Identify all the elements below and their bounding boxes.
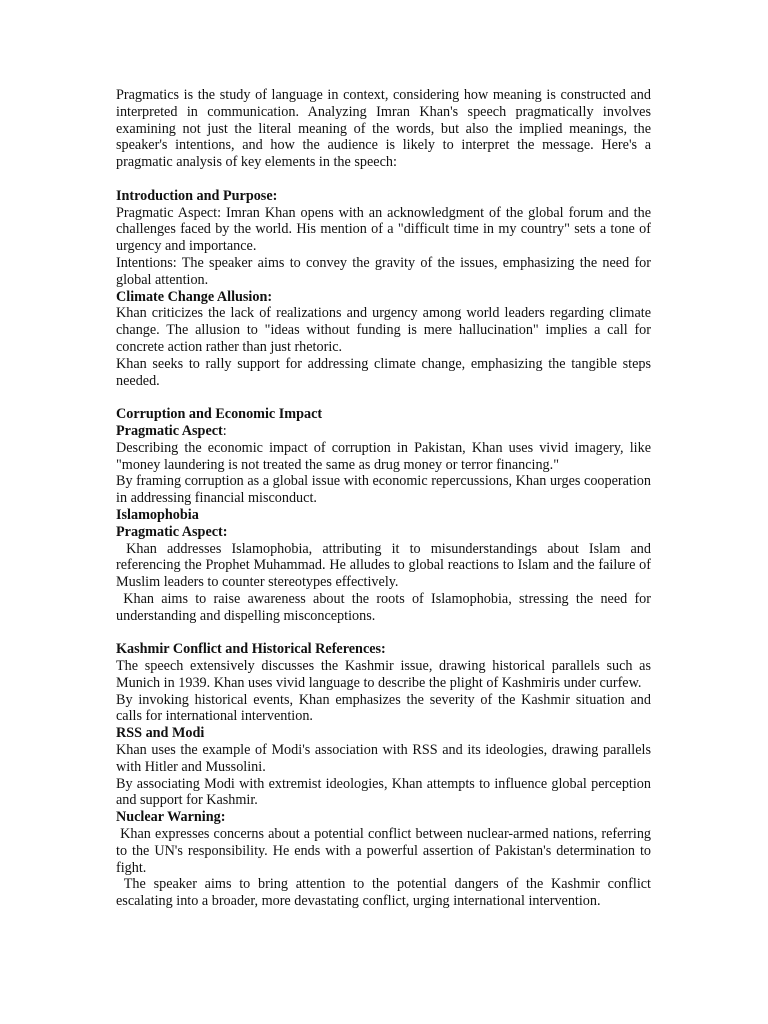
islamophobia-paragraph-1: Khan addresses Islamophobia, attributing it to misunderstandings about Islam and referencing the Prophet Muhammad. He alludes to global reactions to Islam and the failure of Muslim leaders to counter stereotypes effectively.: [116, 540, 655, 591]
section-heading-rss-modi: RSS and Modi: [116, 725, 205, 742]
corruption-paragraph-1: Describing the economic impact of corruption in Pakistan, Khan uses vivid imagery, like "money laundering is not treated the same as drug money or terror financing.": [116, 439, 651, 473]
section-heading-corruption: Corruption and Economic Impact: [116, 406, 323, 423]
kashmir-paragraph-1: The speech extensively discusses the Kashmir issue, drawing historical parallels such as Munich in 1939. Khan uses vivid language to describe the plight of Kashmiris under curfew.: [116, 658, 651, 691]
nuclear-paragraph-2: The speaker aims to bring attention to the potential dangers of the Kashmir conflict escalating into a broader, more devastating conflict, urging international intervention.: [116, 876, 655, 910]
spacer: [116, 625, 651, 642]
introduction-paragraph-1: Pragmatic Aspect: Imran Khan opens with an acknowledgment of the global forum and the challenges faced by the world. His mention of a "difficult time in my country" sets a tone of urgency and importance.: [116, 204, 651, 255]
corruption-subheading-colon: :: [222, 422, 227, 439]
intro-paragraph: Pragmatics is the study of language in context, considering how meaning is constructed and interpreted in communication. Analyzing Imran Khan's speech pragmatically involves examining not just the literal meaning of the words, but also the implied meanings, the speaker's intentions, and how the audience is likely to interpret the message. Here's a pragmatic analysis of key elements in the speech:: [116, 87, 651, 171]
corruption-subheading: [116, 423, 651, 440]
section-heading-climate: Climate Change Allusion:: [116, 288, 273, 305]
rss-paragraph-2: By associating Modi with extremist ideologies, Khan attempts to influence global perception and support for Kashmir.: [116, 775, 651, 809]
section-heading-kashmir: Kashmir Conflict and Historical References:: [116, 641, 386, 658]
corruption-subheading-text: Pragmatic Aspect: [116, 422, 223, 439]
section-heading-islamophobia: Islamophobia: [116, 506, 199, 523]
introduction-paragraph-2: Intentions: The speaker aims to convey the gravity of the issues, emphasizing the need for global attention.: [116, 254, 651, 288]
rss-paragraph-1: Khan uses the example of Modi's association with RSS and its ideologies, drawing parallels with Hitler and Mussolini.: [116, 742, 651, 775]
climate-paragraph-1: Khan criticizes the lack of realizations and urgency among world leaders regarding climate change. The allusion to "ideas without funding is mere hallucination" implies a call for concrete action rather than just rhetoric.: [116, 305, 651, 355]
spacer: [116, 171, 651, 188]
section-heading-nuclear: Nuclear Warning:: [116, 809, 226, 826]
climate-paragraph-2: Khan seeks to rally support for addressing climate change, emphasizing the tangible steps needed.: [116, 355, 651, 389]
islamophobia-paragraph-2: Khan aims to raise awareness about the roots of Islamophobia, stressing the need for understanding and dispelling misconceptions.: [116, 590, 655, 624]
nuclear-paragraph-1: Khan expresses concerns about a potential conflict between nuclear-armed nations, referring to the UN's responsibility. He ends with a powerful assertion of Pakistan's determination to fight.: [116, 826, 655, 876]
document-page: [116, 87, 655, 910]
kashmir-paragraph-2: By invoking historical events, Khan emphasizes the severity of the Kashmir situation and calls for international intervention.: [116, 691, 651, 725]
section-heading-introduction: Introduction and Purpose:: [116, 187, 278, 204]
spacer: [116, 389, 651, 406]
islamophobia-subheading: Pragmatic Aspect:: [116, 523, 228, 540]
corruption-paragraph-2: By framing corruption as a global issue with economic repercussions, Khan urges cooperation in addressing financial misconduct.: [116, 473, 651, 507]
